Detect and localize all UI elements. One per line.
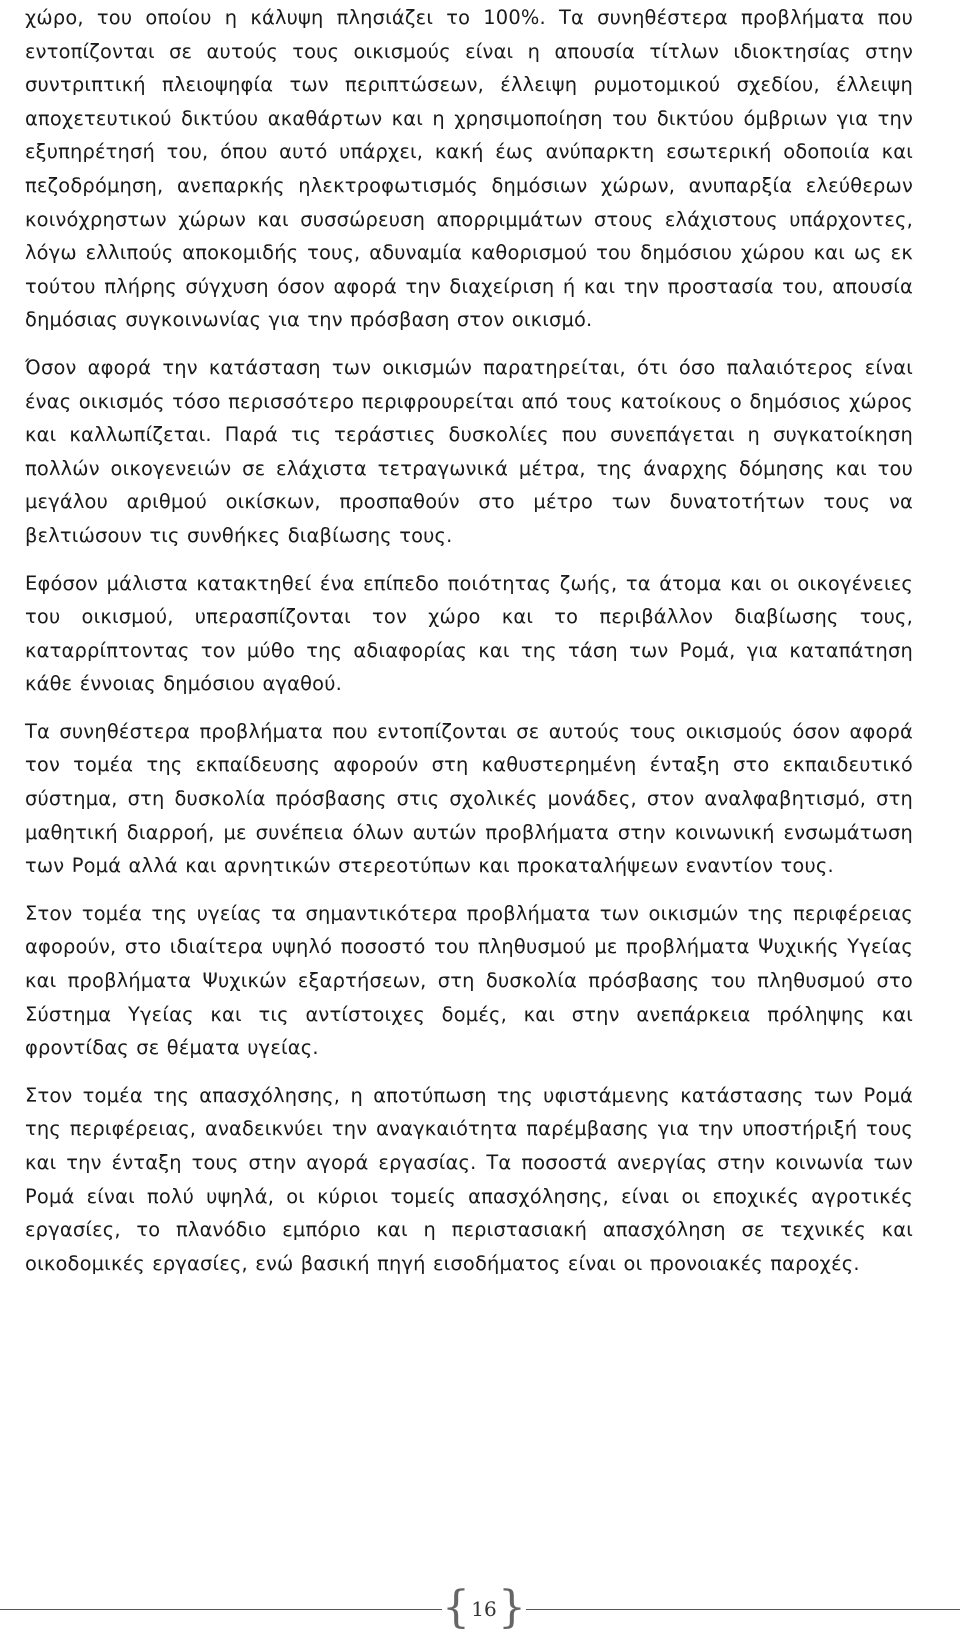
right-brace-icon: }	[498, 1582, 526, 1633]
paragraph-education: Τα συνηθέστερα προβλήματα που εντοπίζονται σε αυτούς τους οικισμούς όσον αφορά τον τομέα της εκπαίδευσης αφορούν στη καθυστερημένη ένταξη στο εκπαιδευτικό σύστημα, στη δυσκολία πρόσβασης στις σχολικές μονάδες, στον αναλφαβητισμό, στη μαθητική διαρροή, με συνέπεια όλων αυτών προβλήματα στην κοινωνική ενσωμάτωση των Ρομά αλλά και αρνητικών στερεοτύπων και προκαταλήψεων εναντίον τους.	[25, 719, 913, 878]
page-number-box	[442, 1582, 526, 1633]
paragraph-health: Στον τομέα της υγείας τα σημαντικότερα προβλήματα των οικισμών της περιφέρειας αφορούν, στο ιδιαίτερα υψηλό ποσοστό του πληθυσμού με προβλήματα Ψυχικής Υγείας και προβλήματα Ψυχικών εξαρτήσεων, στη δυσκολία πρόσβασης του πληθυσμού στο Σύστημα Υγείας και τις αντίστοιχες δομές, και στην ανεπάρκεια πρόληψης και φροντίδας σε θέματα υγείας.	[25, 901, 913, 1060]
paragraph-quality-of-life: Εφόσον μάλιστα κατακτηθεί ένα επίπεδο ποιότητας ζωής, τα άτομα και οι οικογένειες του οικισμού, υπερασπίζονται τον χώρο και το περιβάλλον διαβίωσης τους, καταρρίπτοντας τον μύθο της αδιαφορίας και της τάση των Ρομά, για καταπάτηση κάθε έννοιας δημόσιου αγαθού.	[25, 571, 913, 696]
paragraph-housing-problems: χώρο, του οποίου η κάλυψη πλησιάζει το 100%. Τα συνηθέστερα προβλήματα που εντοπίζονται σε αυτούς τους οικισμούς είναι η απουσία τίτλων ιδιοκτησίας στην συντριπτική πλειοψηφία των περιπτώσεων, έλλειψη ρυμοτομικού σχεδίου, έλλειψη αποχετευτικού δικτύου ακαθάρτων και η χρησιμοποίηση του δικτύου όμβριων για την εξυπηρέτησή του, όπου αυτό υπάρχει, κακή έως ανύπαρκτη εσωτερική οδοποιία και πεζοδρόμηση, ανεπαρκής ηλεκτροφωτισμός δημόσιων χώρων, ανυπαρξία ελεύθερων κοινόχρηστων χώρων και συσσώρευση απορριμμάτων στους ελάχιστους υπάρχοντες, λόγω ελλιπούς αποκομιδής τους, αδυναμία καθορισμού του δημόσιου χώρου και ως εκ τούτου πλήρης σύγχυση όσον αφορά την διαχείριση ή και την προστασία του, απουσία δημόσιας συγκοινωνίας για την πρόσβαση στον οικισμό.	[25, 6, 913, 332]
paragraph-settlement-condition: Όσον αφορά την κατάσταση των οικισμών παρατηρείται, ότι όσο παλαιότερος είναι ένας οικισμός τόσο περισσότερο περιφρουρείται από τους κατοίκους ο δημόσιος χώρος και καλλωπίζεται. Παρά τις τεράστιες δυσκολίες που συνεπάγεται η συγκατοίκηση πολλών οικογενειών σε ελάχιστα τετραγωνικά μέτρα, της άναρχης δόμησης και του μεγάλου αριθμού οικίσκων, προσπαθούν στο μέτρο των δυνατοτήτων τους να βελτιώσουν τις συνθήκες διαβίωσης τους.	[25, 355, 913, 547]
paragraph-employment: Στον τομέα της απασχόλησης, η αποτύπωση της υφιστάμενης κατάστασης των Ρομά της περιφέρειας, αναδεικνύει την αναγκαιότητα παρέμβασης για την υποστήριξή τους και την ένταξη τους στην αγορά εργασίας. Τα ποσοστά ανεργίας στην κοινωνία των Ρομά είναι πολύ υψηλά, οι κύριοι τομείς απασχόλησης, είναι οι εποχικές αγροτικές εργασίες, το πλανόδιο εμπόριο και η περιστασιακή απασχόληση σε τεχνικές και οικοδομικές εργασίες, ενώ βασική πηγή εισοδήματος είναι οι προνοιακές παροχές.	[25, 1083, 913, 1275]
page-footer	[0, 1582, 960, 1633]
page-number: 16	[471, 1597, 497, 1621]
document-body	[25, 0, 913, 1280]
left-brace-icon: {	[442, 1582, 470, 1633]
